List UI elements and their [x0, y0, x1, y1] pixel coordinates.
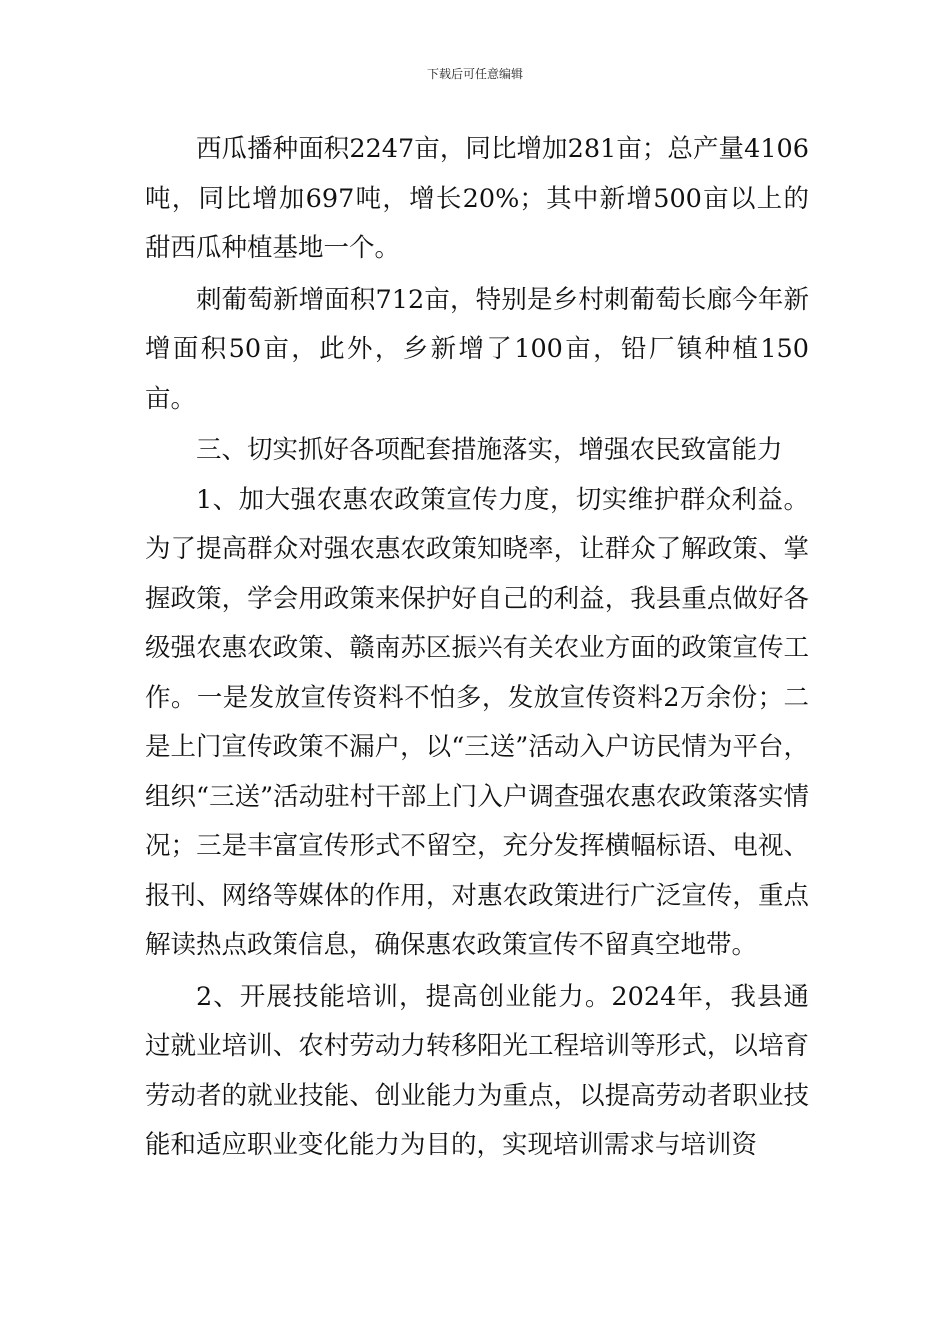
paragraph-grape: 刺葡萄新增面积712亩，特别是乡村刺葡萄长廊今年新增面积50亩，此外，乡新增了100亩，铅厂镇种植150亩。: [145, 284, 809, 414]
paragraph-policy-publicity: 1、加大强农惠农政策宣传力度，切实维护群众利益。为了提高群众对强农惠农政策知晓率，让群众了解政策、掌握政策，学会用政策来保护好自己的利益，我县重点做好各级强农惠农政策、赣南苏区振兴有关农业方面的政策宣传工作。一是发放宣传资料不怕多，发放宣传资料2万余份；二是上门宣传政策不漏户，以“三送”活动入户访民情为平台，组织“三送”活动驻村干部上门入户调查强农惠农政策落实情况；三是丰富宣传形式不留空，充分发挥横幅标语、电视、报刊、网络等媒体的作用，对惠农政策进行广泛宣传，重点解读热点政策信息，确保惠农政策宣传不留真空地带。: [145, 484, 809, 960]
document-body: [145, 125, 809, 1171]
paragraph-skill-training: 2、开展技能培训，提高创业能力。2024年，我县通过就业培训、农村劳动力转移阳光工程培训等形式，以培育劳动者的就业技能、创业能力为重点，以提高劳动者职业技能和适应职业变化能力为目的，实现培训需求与培训资: [145, 981, 809, 1160]
page-header-note: 下载后可任意编辑: [426, 67, 523, 81]
paragraph-watermelon: 西瓜播种面积2247亩，同比增加281亩；总产量4106吨，同比增加697吨，增长20%；其中新增500亩以上的甜西瓜种植基地一个。: [145, 134, 809, 263]
section-heading-three: 三、切实抓好各项配套措施落实，增强农民致富能力: [196, 435, 783, 465]
